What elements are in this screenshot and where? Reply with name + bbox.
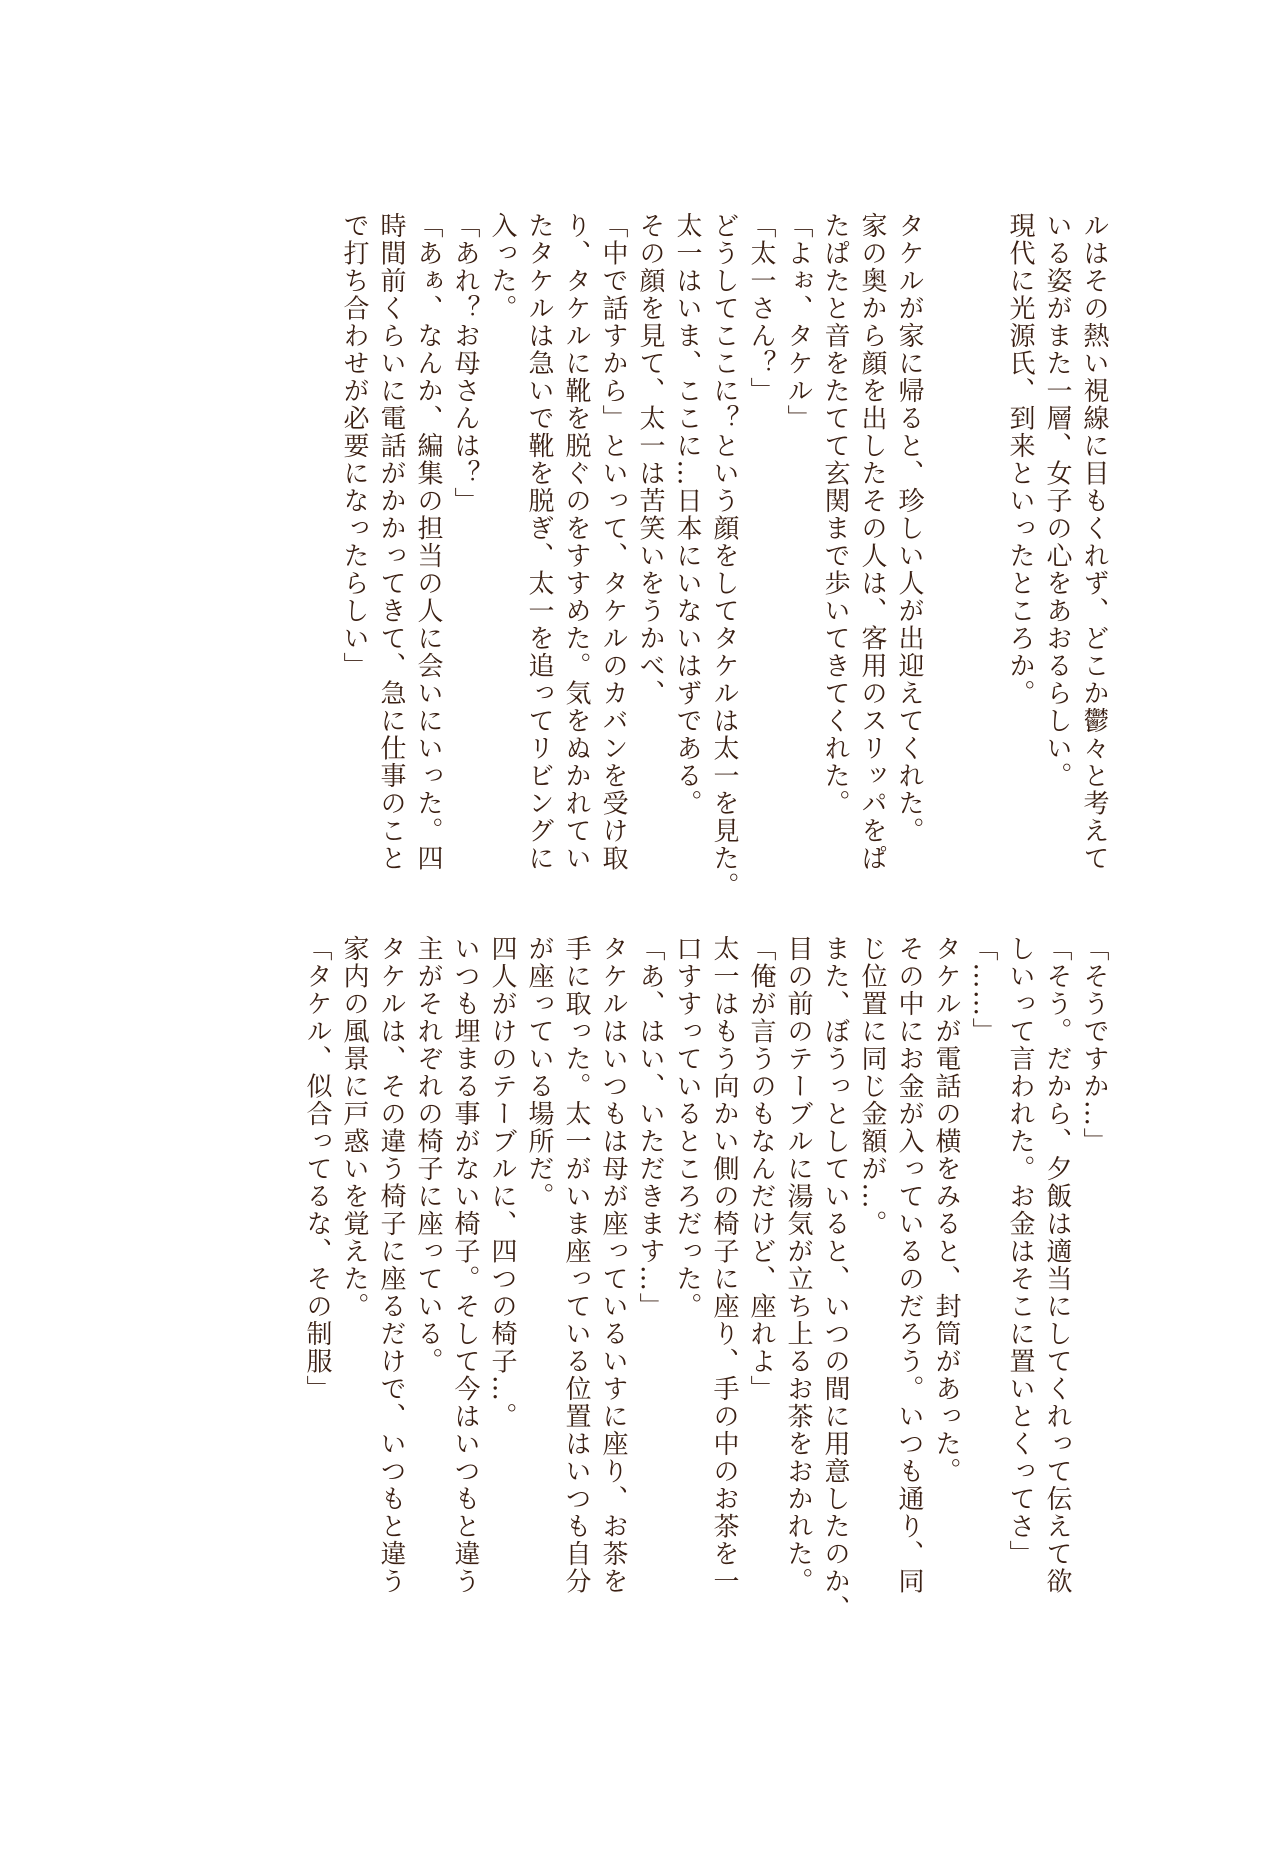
text-line: 「よぉ、タケル」 <box>783 212 813 432</box>
text-line: 主がそれぞれの椅子に座っている。 <box>413 935 443 1375</box>
text-line: 「中で話すから」といって、タケルのカバンを受け取 <box>598 212 628 872</box>
text-line: 「俺が言うのもなんだけど、座れよ」 <box>746 935 776 1403</box>
text-line: じ位置に同じ金額が…。 <box>857 935 887 1238</box>
text-line: タケルが電話の横をみると、封筒があった。 <box>931 935 961 1485</box>
text-line: 手に取った。太一がいま座っている位置はいつも自分 <box>561 935 591 1595</box>
text-line: 四人がけのテーブルに、四つの椅子…。 <box>487 935 517 1430</box>
text-line: 「タケル、似合ってるな、その制服」 <box>302 935 332 1403</box>
text-line <box>964 212 1001 932</box>
text-line: 時間前くらいに電話がかかってきて、急に仕事のこと <box>376 212 406 872</box>
text-line: いる姿がまた一層、女子の心をあおるらしい。 <box>1042 212 1072 790</box>
text-line <box>927 212 964 932</box>
text-line: 「太一さん？」 <box>746 212 776 405</box>
text-line: で打ち合わせが必要になったらしい」 <box>339 212 369 680</box>
text-line: いつも埋まる事がない椅子。そして今はいつもと違う <box>450 935 480 1595</box>
text-line: タケルが家に帰ると、珍しい人が出迎えてくれた。 <box>894 212 924 845</box>
text-line: 「そうですか…」 <box>1079 935 1109 1155</box>
text-line: 「……」 <box>968 935 998 1045</box>
text-line: ルはその熱い視線に目もくれず、どこか鬱々と考えて <box>1079 212 1109 872</box>
text-line: 「あ、はい、いただきます…」 <box>635 935 665 1320</box>
text-line: 「あぁ、なんか、編集の担当の人に会いにいった。四 <box>413 212 443 872</box>
text-line: また、ぼうっとしていると、いつの間に用意したのか、 <box>820 935 850 1623</box>
upper-text-block <box>182 212 1112 932</box>
text-line: 「そう。だから、夕飯は適当にしてくれって伝えて欲 <box>1042 935 1072 1595</box>
text-line: り、タケルに靴を脱ぐのをすすめた。気をぬかれてい <box>561 212 591 872</box>
text-line: その中にお金が入っているのだろう。いつも通り、同 <box>894 935 924 1595</box>
text-line: 目の前のテーブルに湯気が立ち上るお茶をおかれた。 <box>783 935 813 1595</box>
text-line: その顔を見て、太一は苦笑いをうかべ、 <box>635 212 665 707</box>
lower-text-block <box>182 935 1112 1655</box>
text-line: タケルはいつもは母が座っているいすに座り、お茶を <box>598 935 628 1595</box>
text-line: タケルは、その違う椅子に座るだけで、いつもと違う <box>376 935 406 1595</box>
text-line: 家内の風景に戸惑いを覚えた。 <box>339 935 369 1320</box>
text-line: たぱたと音をたてて玄関まで歩いてきてくれた。 <box>820 212 850 817</box>
text-line: 家の奥から顔を出したその人は、客用のスリッパをぱ <box>857 212 887 872</box>
text-line: どうしてここに？という顔をしてタケルは太一を見た。 <box>709 212 739 900</box>
text-line: 太一はいま、ここに…日本にいないはずである。 <box>672 212 702 817</box>
text-line: 現代に光源氏、到来といったところか。 <box>1005 212 1035 707</box>
text-line: しいって言われた。お金はそこに置いとくってさ」 <box>1005 935 1035 1568</box>
text-line: 入った。 <box>487 212 517 322</box>
text-line: 太一はもう向かい側の椅子に座り、手の中のお茶を一 <box>709 935 739 1595</box>
text-line: 口すすっているところだった。 <box>672 935 702 1320</box>
text-line: たタケルは急いで靴を脱ぎ、太一を追ってリビングに <box>524 212 554 872</box>
text-line: 「あれ？お母さんは？」 <box>450 212 480 515</box>
text-line: が座っている場所だ。 <box>524 935 554 1210</box>
